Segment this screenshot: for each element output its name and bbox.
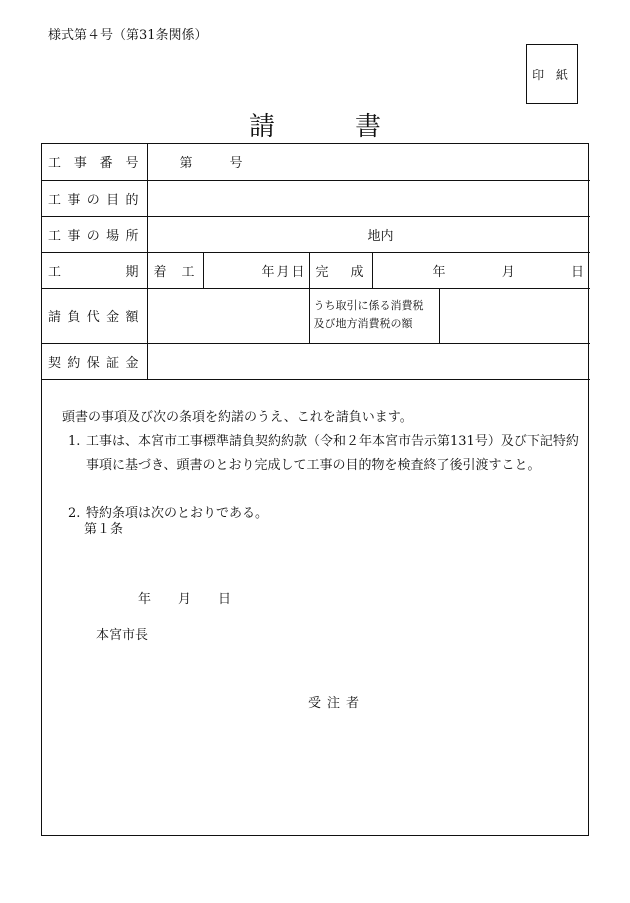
intro-text: 頭書の事項及び次の条項を約諾のうえ、これを請負います。 bbox=[62, 410, 413, 425]
revenue-stamp-label: 印 紙 bbox=[532, 67, 572, 82]
label-price: 請 負 代 金 額 bbox=[42, 288, 147, 343]
value-work-place[interactable] bbox=[147, 216, 590, 252]
value-tax[interactable] bbox=[440, 289, 591, 343]
item-1-text: 工事は、本宮市工事標準請負契約約款（令和２年本宮市告示第131号）及び下記特約事項に基づき、頭書のとおり完成して工事の目的物を検査終了後引渡すこと。 bbox=[86, 434, 579, 473]
value-work-number[interactable]: 第 号 bbox=[147, 144, 590, 180]
value-price[interactable] bbox=[147, 288, 309, 343]
addressee: 本宮市長 bbox=[96, 628, 149, 643]
article-1 bbox=[84, 518, 600, 542]
signing-date: 年 月 日 bbox=[138, 592, 232, 607]
item-2-text: 特約条項は次のとおりである。 bbox=[86, 506, 269, 521]
article-1-label: 第１条 bbox=[84, 522, 124, 537]
item-2-number: 2. bbox=[68, 506, 81, 521]
label-tax: うち取引に係る消費税 及び地方消費税の額 bbox=[310, 289, 440, 343]
label-start: 着 工 bbox=[147, 252, 203, 288]
label-work-place: 工 事 の 場 所 bbox=[42, 216, 147, 252]
tax-cell bbox=[309, 288, 590, 343]
value-deposit[interactable] bbox=[147, 343, 590, 379]
row-work-place bbox=[42, 216, 590, 252]
row-work-purpose bbox=[42, 180, 590, 216]
label-work-number: 工 事 番 号 bbox=[42, 144, 147, 180]
value-work-purpose[interactable] bbox=[147, 180, 590, 216]
value-end-date[interactable]: 年 月 日 bbox=[372, 252, 590, 288]
item-1-number: 1. bbox=[68, 434, 81, 449]
row-deposit bbox=[42, 343, 590, 379]
row-price bbox=[42, 288, 590, 343]
value-start-date[interactable]: 年 月 日 bbox=[203, 252, 309, 288]
revenue-stamp-box bbox=[526, 44, 578, 104]
form-box bbox=[41, 143, 589, 836]
row-period bbox=[42, 252, 590, 288]
document-title bbox=[0, 106, 630, 143]
contractor-label: 受注者 bbox=[308, 696, 366, 711]
label-end: 完 成 bbox=[309, 252, 372, 288]
label-work-purpose: 工 事 の 目 的 bbox=[42, 180, 147, 216]
row-work-number bbox=[42, 144, 590, 180]
label-deposit: 契 約 保 証 金 bbox=[42, 343, 147, 379]
form-number: 様式第４号（第31条関係） bbox=[48, 28, 208, 43]
title-char-1: 請 bbox=[248, 112, 275, 142]
item-1 bbox=[68, 430, 584, 478]
label-period: 工 期 bbox=[42, 252, 147, 288]
work-place-suffix: 地内 bbox=[367, 228, 394, 244]
contract-table bbox=[42, 144, 590, 380]
title-char-2: 書 bbox=[355, 112, 382, 142]
